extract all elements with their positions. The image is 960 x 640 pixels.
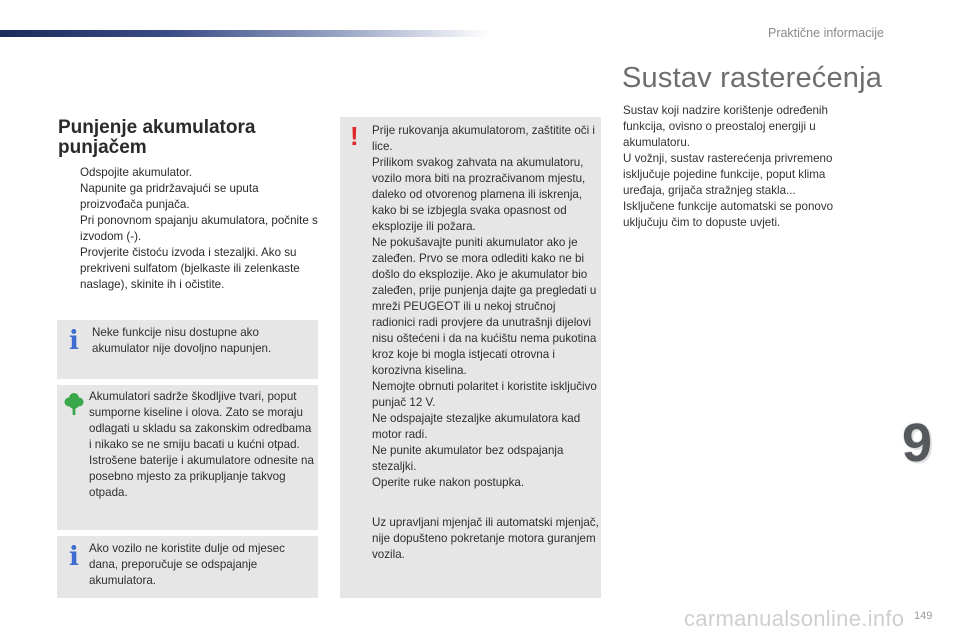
tree-icon: [64, 392, 84, 416]
warning-box-text-gearbox: Uz upravljani mjenjač ili automatski mjenjač, nije dopušteno pokretanje motora guranjem vozila.: [372, 516, 599, 561]
steps-list: [62, 165, 324, 293]
page-number: 149: [914, 610, 933, 622]
info-box-text: Neke funkcije nisu dostupne ako akumulator nije dovoljno napunjen.: [92, 326, 272, 355]
list-item: [62, 245, 324, 293]
step-text: Odspojite akumulator.: [80, 166, 193, 179]
chapter-number: 9: [902, 413, 933, 473]
info-icon: i: [69, 326, 79, 356]
eco-box-text: Akumulatori sadrže škodljive tvari, poput sumporne kiseline i olova. Zato se moraju odlagati u skladu sa zakonskim odredbama i nikako se ne smiju bacati u kućni otpad. Istrošene baterije i akumulatore odnesite na posebno mjesto za prikupljanje takvog otpada.: [89, 390, 314, 499]
main-section-title: Punjenje akumulatora punjačem: [58, 117, 256, 158]
watermark: carmanualsonline.info: [684, 606, 905, 631]
warning-box: [340, 117, 601, 598]
section-label: Praktične informacije: [767, 26, 884, 40]
warning-box-text: Prije rukovanja akumulatorom, zaštitite oči i lice. Prilikom svakog zahvata na akumulatoru, vozilo mora biti na prozračivanom mjestu, daleko od otvorenog plamena ili iskrenja, kako bi se izbjegla svaka opasnost od eksplozije ili požara. Ne pokušavajte puniti akumulator ako je zaleđen. Prvo se mora odlediti kako ne bi došlo do eksplozije. Ako je akumulator bio zaleđen, prije punjenja dajte ga pregledati u mreži PEUGEOT ili u nekoj stručnoj radionici radi provjere da unutrašnji dijelovi nisu oštećeni i da na kućištu nema pukotina kroz koje bi mogla istjecati otrovna i korozivna kiselina. Nemojte obrnuti polaritet i koristite isključivo punjač 12 V. Ne odspajajte stezaljke akumulatora kad motor radi. Ne punite akumulator bez odspajanja stezaljki. Operite ruke nakon postupka.: [372, 124, 597, 489]
list-item: [62, 181, 324, 213]
list-item: [62, 165, 324, 181]
eco-box-disposal: [57, 385, 318, 530]
list-item: [62, 213, 324, 245]
info-box-charge-level: [57, 320, 318, 379]
info-box-disconnect: [57, 536, 318, 598]
step-text: Pri ponovnom spajanju akumulatora, počnite s izvodom (-).: [80, 214, 318, 243]
info-icon: i: [69, 542, 79, 572]
step-text: Napunite ga pridržavajući se uputa proizvođača punjača.: [80, 182, 259, 211]
step-text: Provjerite čistoću izvoda i stezaljki. Ako su prekriveni sulfatom (bjelkaste ili zelenkaste naslage), skinite ih i očistite.: [80, 246, 300, 291]
right-section-title: Sustav rasterećenja: [622, 62, 883, 94]
info-box-text: Ako vozilo ne koristite dulje od mjesec dana, preporučuje se odspajanje akumulatora.: [89, 542, 285, 587]
right-section-body: Sustav koji nadzire korištenje određenih funkcija, ovisno o preostaloj energiji u akumulatoru. U vožnji, sustav rasterećenja privremeno isključuje pojedine funkcije, poput klima uređaja, grijača stražnjeg stakla... Isključene funkcije automatski se ponovo uključuju čim to dopuste uvjeti.: [623, 104, 834, 229]
header-accent-bar: [0, 30, 490, 37]
warning-icon: !: [350, 121, 359, 151]
